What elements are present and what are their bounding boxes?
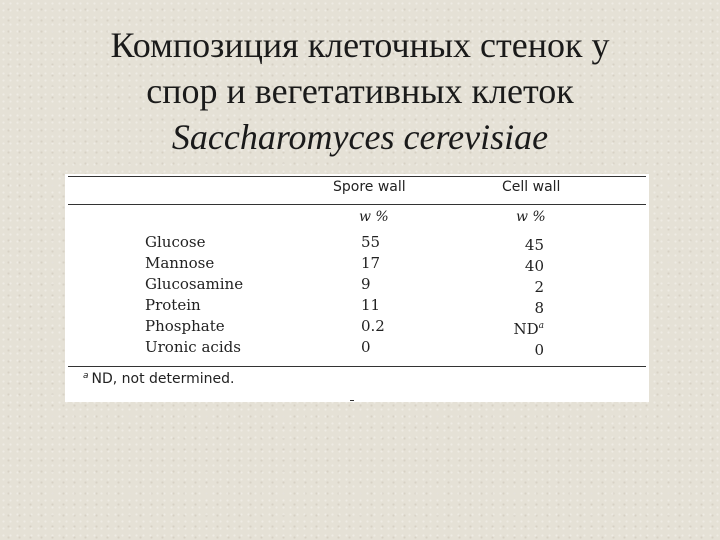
title-line-1: Композиция клеточных стенок у	[110, 25, 610, 65]
cell-value: 40	[524, 257, 544, 275]
spore-value: 0.2	[361, 317, 385, 335]
row-label: Mannose	[145, 254, 215, 272]
cell-value: 45	[524, 236, 544, 254]
footnote-text: ND, not determined.	[91, 371, 235, 387]
row-label: Phosphate	[145, 317, 225, 335]
row-label: Glucose	[145, 233, 206, 251]
spore-value: 11	[361, 296, 381, 314]
table-footnote	[83, 371, 235, 387]
spore-value: 9	[361, 275, 371, 293]
title-line-3-species: Saccharomyces cerevisiae	[171, 117, 549, 157]
spore-value: 17	[361, 254, 381, 272]
spore-value: 55	[361, 233, 381, 251]
table-row	[65, 253, 649, 274]
cell-value: $ND^a$	[513, 320, 544, 338]
header-spore-wall: Spore wall	[333, 179, 406, 195]
table-row	[65, 316, 649, 337]
row-label: Uronic acids	[145, 338, 241, 356]
cell-value: 8	[534, 299, 544, 317]
cell-value: 2	[534, 278, 544, 296]
table-row	[65, 337, 649, 358]
table-row	[65, 295, 649, 316]
header-cell-wall: Cell wall	[502, 179, 561, 195]
table-row	[65, 274, 649, 295]
cell-value: 0	[534, 341, 544, 359]
table-row	[65, 232, 649, 253]
stray-tick-mark	[350, 400, 354, 401]
table-top-rule	[68, 176, 646, 177]
spore-value: 0	[361, 338, 371, 356]
table-bottom-rule	[68, 366, 646, 367]
unit-spore-wall: w %	[359, 209, 389, 225]
composition-table	[65, 174, 649, 402]
unit-cell-wall: w %	[516, 209, 546, 225]
row-label: Protein	[145, 296, 201, 314]
row-label: Glucosamine	[145, 275, 244, 293]
table-header-rule	[68, 204, 646, 205]
footnote-marker: a	[83, 371, 89, 381]
slide-title	[0, 22, 720, 160]
title-line-2: спор и вегетативных клеток	[146, 71, 574, 111]
